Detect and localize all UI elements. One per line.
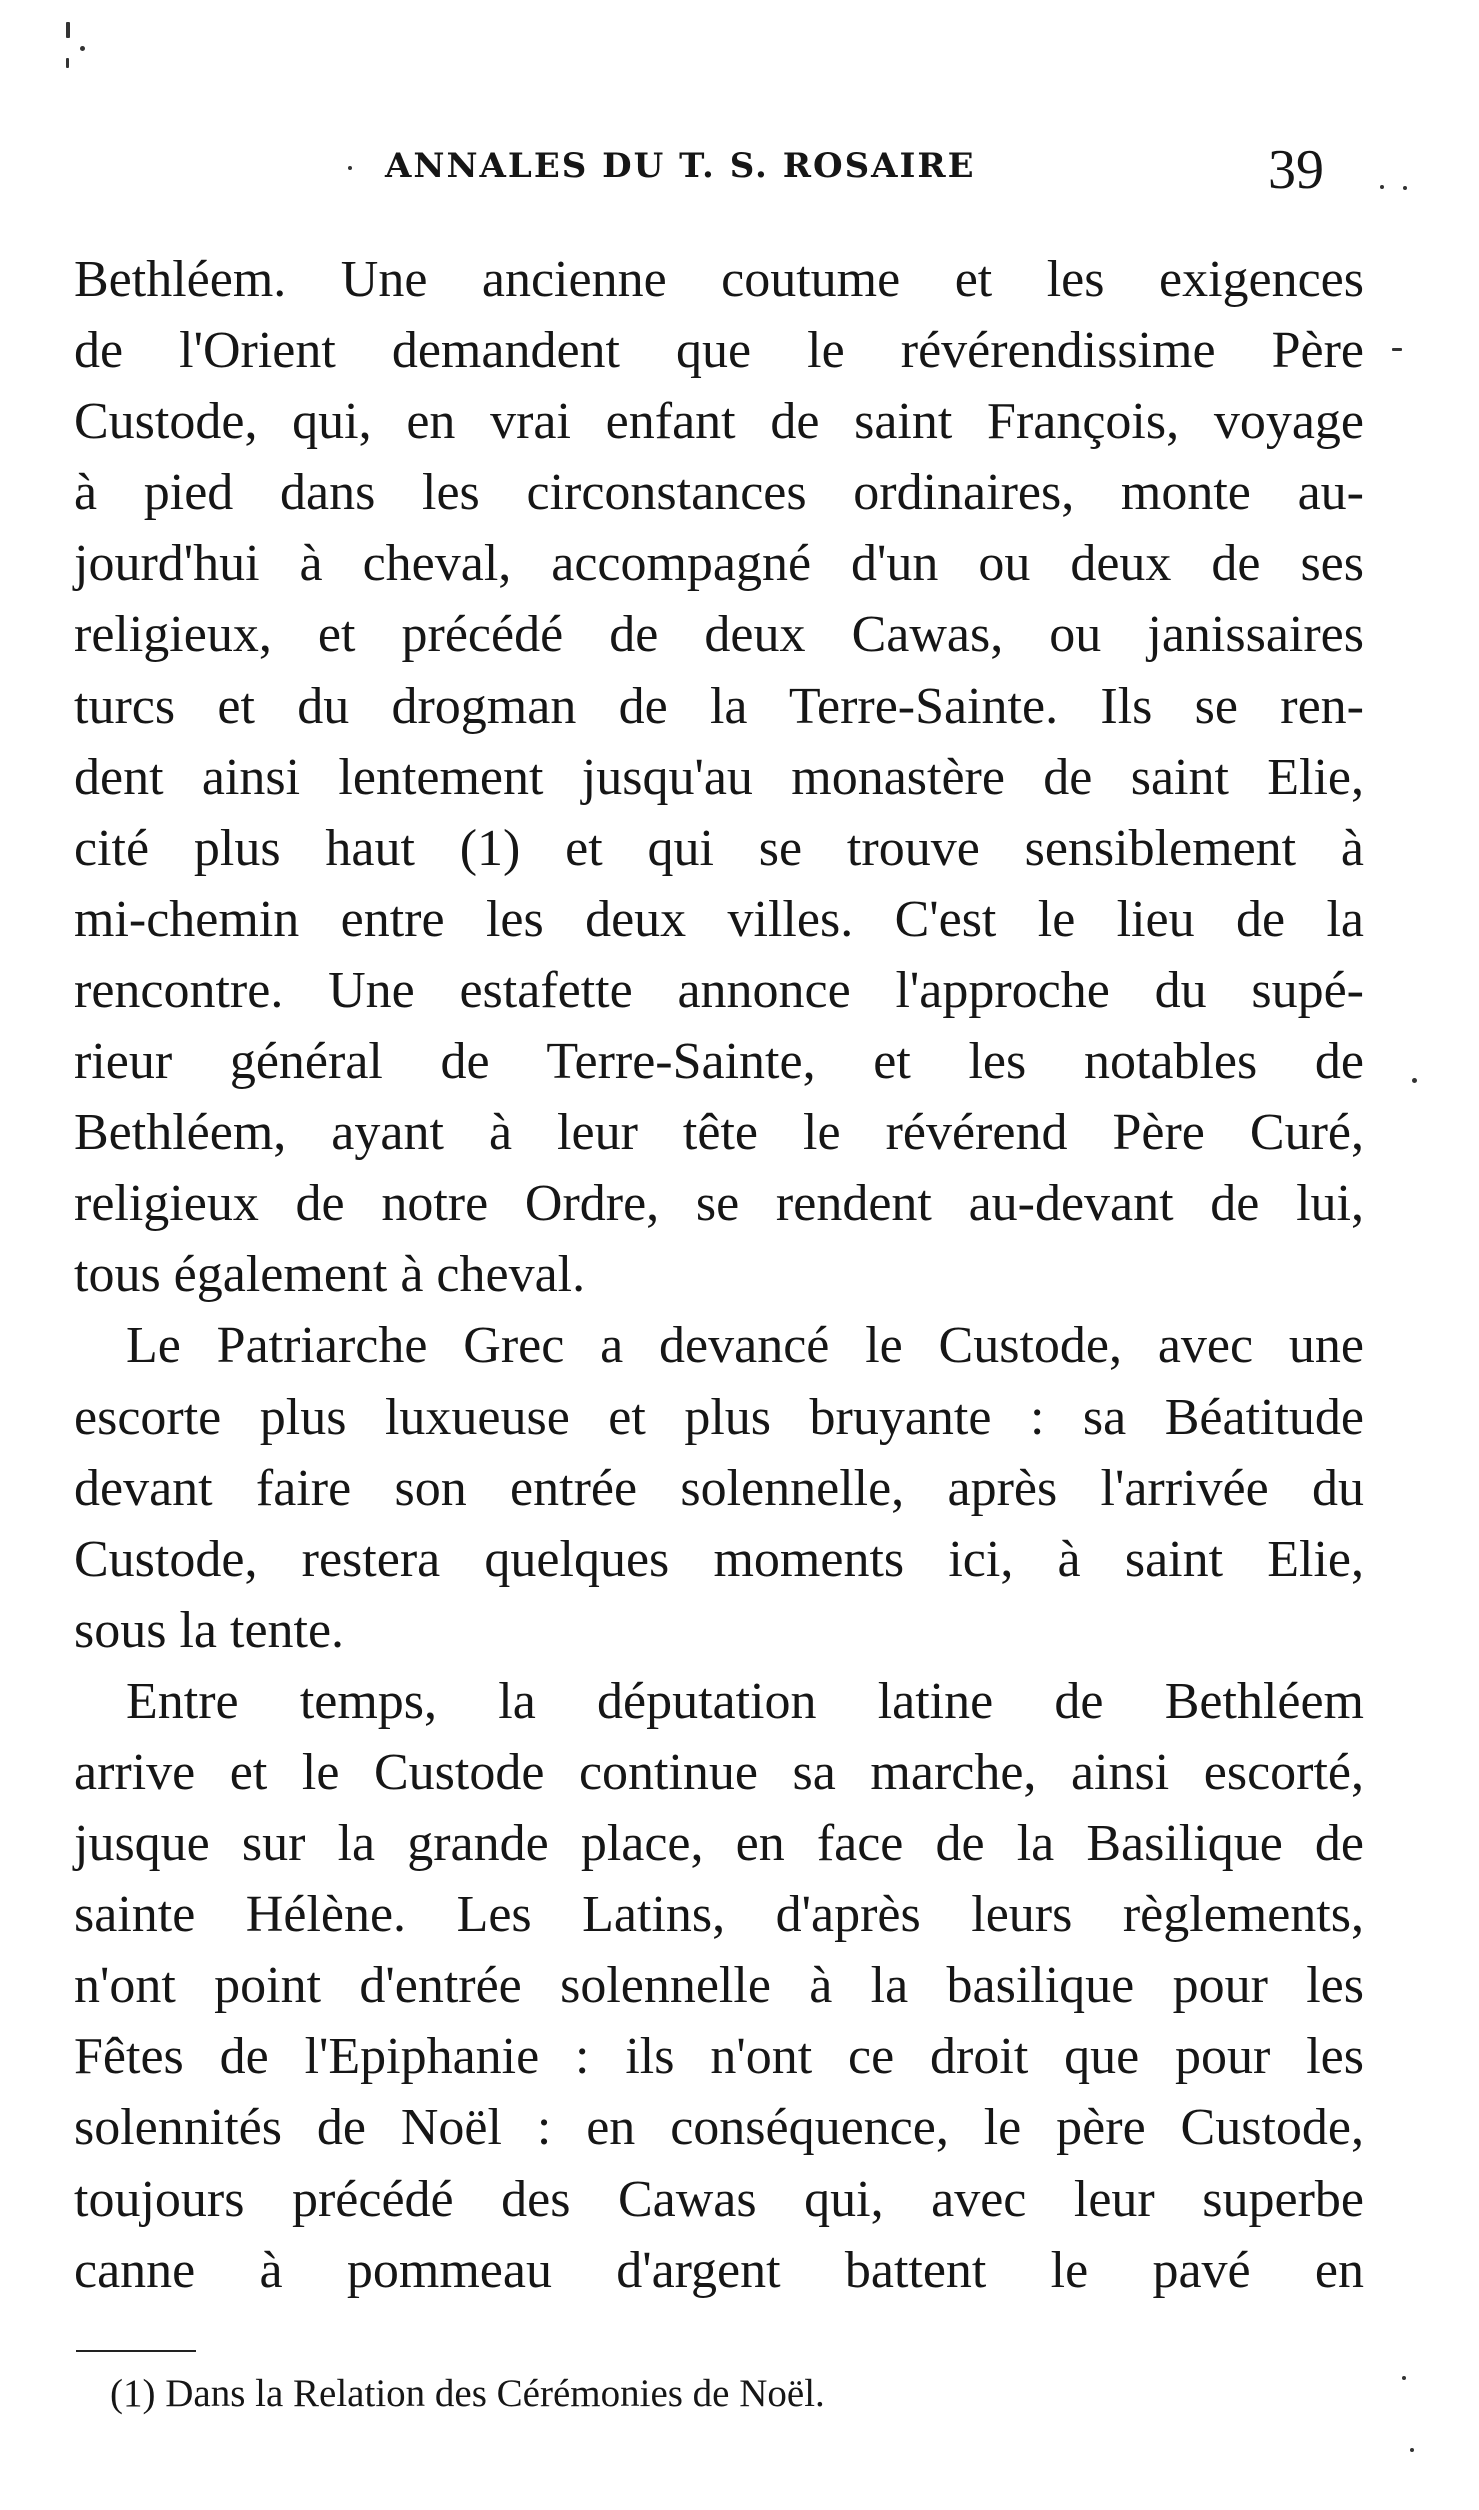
text-line: Custode, restera quelques moments ici, à saint Elie, — [74, 1530, 1364, 1588]
scan-speck — [1410, 2448, 1414, 2452]
text-line: Bethléem. Une ancienne coutume et les exigences — [74, 251, 1364, 308]
scan-speck — [1402, 2376, 1406, 2380]
scan-speck — [66, 22, 70, 38]
text-line: devant faire son entrée solennelle, après l'arrivée du — [74, 1459, 1364, 1517]
running-title: ANNALES DU T. S. ROSAIRE — [385, 146, 976, 186]
text-line: Le Patriarche Grec a devancé le Custode, avec une — [126, 1317, 1364, 1375]
page-header — [0, 138, 1479, 201]
text-line: dent ainsi lentement jusqu'au monastère de saint Elie, — [74, 748, 1364, 806]
text-line: à pied dans les circonstances ordinaires, monte au- — [74, 464, 1364, 522]
body-text — [74, 244, 1364, 2306]
text-line: jusque sur la grande place, en face de la Basilique de — [74, 1815, 1364, 1873]
text-line: Fêtes de l'Epiphanie : ils n'ont ce droit que pour les — [74, 2028, 1364, 2086]
text-line: n'ont point d'entrée solennelle à la basilique pour les — [74, 1957, 1364, 2015]
text-line: de l'Orient demandent que le révérendissime Père — [74, 322, 1364, 380]
scan-speck — [1380, 185, 1384, 189]
text-line: tous également à cheval. — [74, 1246, 586, 1304]
paragraph-2 — [74, 1310, 1364, 1665]
text-line: canne à pommeau d'argent battent le pavé en — [74, 2241, 1364, 2299]
scan-speck — [1412, 1078, 1417, 1083]
text-line: escorte plus luxueuse et plus bruyante : sa Béatitude — [74, 1388, 1364, 1446]
text-line: arrive et le Custode continue sa marche, ainsi escorté, — [74, 1743, 1364, 1801]
footnote: (1) Dans la Relation des Cérémonies de Noël. — [110, 2372, 825, 2415]
text-line: sainte Hélène. Les Latins, d'après leurs règlements, — [74, 1886, 1364, 1944]
scan-speck — [348, 166, 352, 170]
text-line: solennités de Noël : en conséquence, le père Custode, — [74, 2099, 1364, 2157]
scan-speck — [66, 58, 69, 68]
text-line: rieur général de Terre-Sainte, et les notables de — [74, 1033, 1364, 1091]
scan-speck — [1403, 186, 1407, 190]
text-line: mi-chemin entre les deux villes. C'est le lieu de la — [74, 890, 1364, 948]
text-line: jourd'hui à cheval, accompagné d'un ou deux de ses — [74, 535, 1364, 593]
scan-speck — [1392, 348, 1402, 351]
text-line: Entre temps, la députation latine de Bethléem — [126, 1672, 1364, 1730]
page-number: 39 — [1268, 139, 1324, 201]
text-line: cité plus haut (1) et qui se trouve sensiblement à — [74, 819, 1364, 877]
footnote-rule — [76, 2350, 196, 2352]
text-line: sous la tente. — [74, 1601, 345, 1659]
paragraph-1 — [74, 244, 1364, 1310]
text-line: Custode, qui, en vrai enfant de saint François, voyage — [74, 393, 1364, 451]
text-line: turcs et du drogman de la Terre-Sainte. Ils se ren- — [74, 677, 1364, 735]
text-line: Bethléem, ayant à leur tête le révérend Père Curé, — [74, 1104, 1364, 1162]
text-line: religieux, et précédé de deux Cawas, ou janissaires — [74, 606, 1364, 664]
scan-speck — [80, 46, 85, 51]
text-line: toujours précédé des Cawas qui, avec leur superbe — [74, 2170, 1364, 2228]
text-line: rencontre. Une estafette annonce l'approche du supé- — [74, 961, 1364, 1019]
text-line: religieux de notre Ordre, se rendent au-devant de lui, — [74, 1175, 1364, 1233]
paragraph-3 — [74, 1666, 1364, 2306]
